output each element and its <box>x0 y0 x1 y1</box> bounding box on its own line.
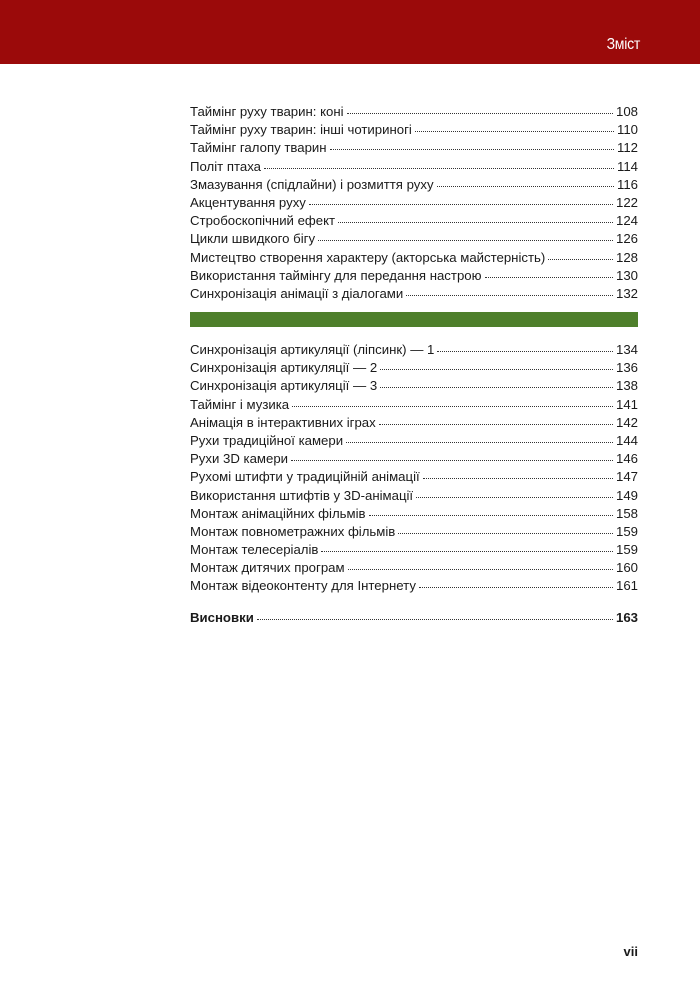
toc-entry[interactable] <box>190 523 638 541</box>
toc-entry[interactable] <box>190 267 638 285</box>
toc-entry-page: 147 <box>615 469 638 485</box>
toc-dot-leader <box>257 618 613 620</box>
toc-entry[interactable] <box>190 450 638 468</box>
toc-entry-page: 134 <box>615 342 638 357</box>
page-number: vii <box>623 944 638 959</box>
toc-entry-page: 158 <box>615 505 638 521</box>
toc-entry-title: Монтаж відеоконтенту для Інтернету <box>190 578 416 594</box>
toc-entry-page: 144 <box>615 432 638 448</box>
toc-entry[interactable] <box>190 359 638 377</box>
toc-entry[interactable] <box>190 139 638 157</box>
toc-dot-leader <box>398 532 613 534</box>
toc-dot-leader <box>419 586 613 588</box>
toc-entry-page: 142 <box>615 414 638 430</box>
toc-entry-page: 160 <box>615 560 638 576</box>
toc-entry[interactable] <box>190 249 638 267</box>
toc-dot-leader <box>379 423 613 425</box>
toc-dot-leader <box>416 496 613 498</box>
toc-entry[interactable] <box>190 505 638 523</box>
toc-entry[interactable] <box>190 541 638 559</box>
toc-dot-leader <box>338 221 613 223</box>
toc-dot-leader <box>346 441 613 443</box>
toc-entry-page: 126 <box>615 231 638 247</box>
toc-entry[interactable] <box>190 176 638 194</box>
toc-entry-page: 163 <box>615 610 638 625</box>
toc-entry[interactable] <box>190 341 638 359</box>
toc-entry-page: 141 <box>615 396 638 412</box>
toc-entry-title: Синхронізація артикуляції — 3 <box>190 378 378 394</box>
toc-entry-title: Анімація в інтерактивних іграх <box>190 414 376 430</box>
toc-entry-title: Таймінг і музика <box>190 396 290 412</box>
chapter-header-bar <box>0 0 700 64</box>
toc-entry-page: 146 <box>615 451 638 467</box>
toc-dot-leader <box>485 276 613 278</box>
toc-entry[interactable] <box>190 377 638 395</box>
toc-entry[interactable] <box>190 432 638 450</box>
toc-entry[interactable] <box>190 577 638 595</box>
toc-entry-page: 130 <box>615 267 638 283</box>
toc-entry-title: Рухомі штифти у традиційній анімації <box>190 469 420 485</box>
toc-entry-title: Монтаж повнометражних фільмів <box>190 523 396 539</box>
toc-entry-title: Таймінг галопу тварин <box>190 140 327 156</box>
toc-entry-page: 159 <box>615 542 638 558</box>
toc-entry-title: Змазування (спідлайни) і розмиття руху <box>190 176 434 192</box>
toc-entry-page: 138 <box>615 378 638 394</box>
toc-entry-page: 114 <box>616 158 638 174</box>
toc-dot-leader <box>380 386 613 388</box>
toc-entry-page: 108 <box>615 104 638 119</box>
toc-dot-leader <box>321 550 613 552</box>
toc-entry[interactable] <box>190 285 638 303</box>
toc-entry-title: Синхронізація артикуляції — 2 <box>190 360 378 376</box>
toc-entry-page: 161 <box>615 578 638 594</box>
toc-entry-title: Використання таймінгу для передання настрою <box>190 267 482 283</box>
toc-entry[interactable] <box>190 487 638 505</box>
toc-entry-title: Рухи традиційної камери <box>190 432 344 448</box>
toc-entry-title: Монтаж телесеріалів <box>190 542 319 558</box>
toc-entry[interactable] <box>190 396 638 414</box>
section-divider-bar <box>190 312 638 327</box>
toc-entry-title: Синхронізація анімації з діалогами <box>190 285 404 301</box>
toc-dot-leader <box>330 148 614 150</box>
toc-dot-leader <box>548 258 613 260</box>
toc-entry[interactable] <box>190 414 638 432</box>
toc-entry-title: Висновки <box>190 610 254 625</box>
toc-entry-conclusion[interactable] <box>190 609 638 627</box>
toc-dot-leader <box>406 294 613 296</box>
toc-entry-title: Акцентування руху <box>190 194 306 210</box>
toc-dot-leader <box>423 477 613 479</box>
toc-dot-leader <box>291 459 613 461</box>
toc-entry-title: Монтаж анімаційних фільмів <box>190 505 366 521</box>
toc-entry-page: 132 <box>615 285 638 301</box>
toc-entry[interactable] <box>190 158 638 176</box>
toc-dot-leader <box>292 405 613 407</box>
toc-entry-page: 128 <box>615 249 638 265</box>
toc-group-2 <box>190 341 638 596</box>
toc-dot-leader <box>369 514 613 516</box>
toc-entry-page: 159 <box>615 523 638 539</box>
page-title: Зміст <box>606 36 640 53</box>
toc-entry-title: Цикли швидкого бігу <box>190 231 316 247</box>
toc-entry-page: 122 <box>615 194 638 210</box>
toc-entry[interactable] <box>190 212 638 230</box>
toc-dot-leader <box>347 112 613 114</box>
toc-dot-leader <box>380 368 613 370</box>
toc-entry-title: Синхронізація артикуляції (ліпсинк) — 1 <box>190 342 435 357</box>
toc-entry-title: Мистецтво створення характеру (акторська майстерність) <box>190 249 546 265</box>
toc-dot-leader <box>437 185 614 187</box>
toc-entry[interactable] <box>190 103 638 121</box>
toc-dot-leader <box>318 239 613 241</box>
toc-group-conclusion <box>190 609 638 627</box>
toc-entry[interactable] <box>190 559 638 577</box>
toc-entry-title: Стробоскопічний ефект <box>190 213 336 229</box>
toc-dot-leader <box>309 203 613 205</box>
toc-entry-page: 124 <box>615 213 638 229</box>
toc-dot-leader <box>348 568 613 570</box>
toc-dot-leader <box>264 167 614 169</box>
toc-entry[interactable] <box>190 121 638 139</box>
toc-entry-page: 149 <box>615 487 638 503</box>
toc-entry-page: 116 <box>616 176 638 192</box>
toc-entry[interactable] <box>190 468 638 486</box>
toc-group-1 <box>190 103 638 303</box>
toc-entry-title: Таймінг руху тварин: інші чотириногі <box>190 122 412 138</box>
toc-entry[interactable] <box>190 230 638 248</box>
toc-entry-title: Використання штифтів у 3D-анімації <box>190 487 414 503</box>
toc-entry-page: 136 <box>615 360 638 376</box>
toc-entry-title: Політ птаха <box>190 158 261 174</box>
toc-entry-title: Рухи 3D камери <box>190 451 289 467</box>
toc-entry-title: Таймінг руху тварин: коні <box>190 104 344 119</box>
toc-entry[interactable] <box>190 194 638 212</box>
toc-entry-page: 112 <box>616 140 638 156</box>
toc-entry-title: Монтаж дитячих програм <box>190 560 345 576</box>
toc-dot-leader <box>415 130 614 132</box>
toc-dot-leader <box>437 350 613 352</box>
toc-entry-page: 110 <box>616 122 638 138</box>
